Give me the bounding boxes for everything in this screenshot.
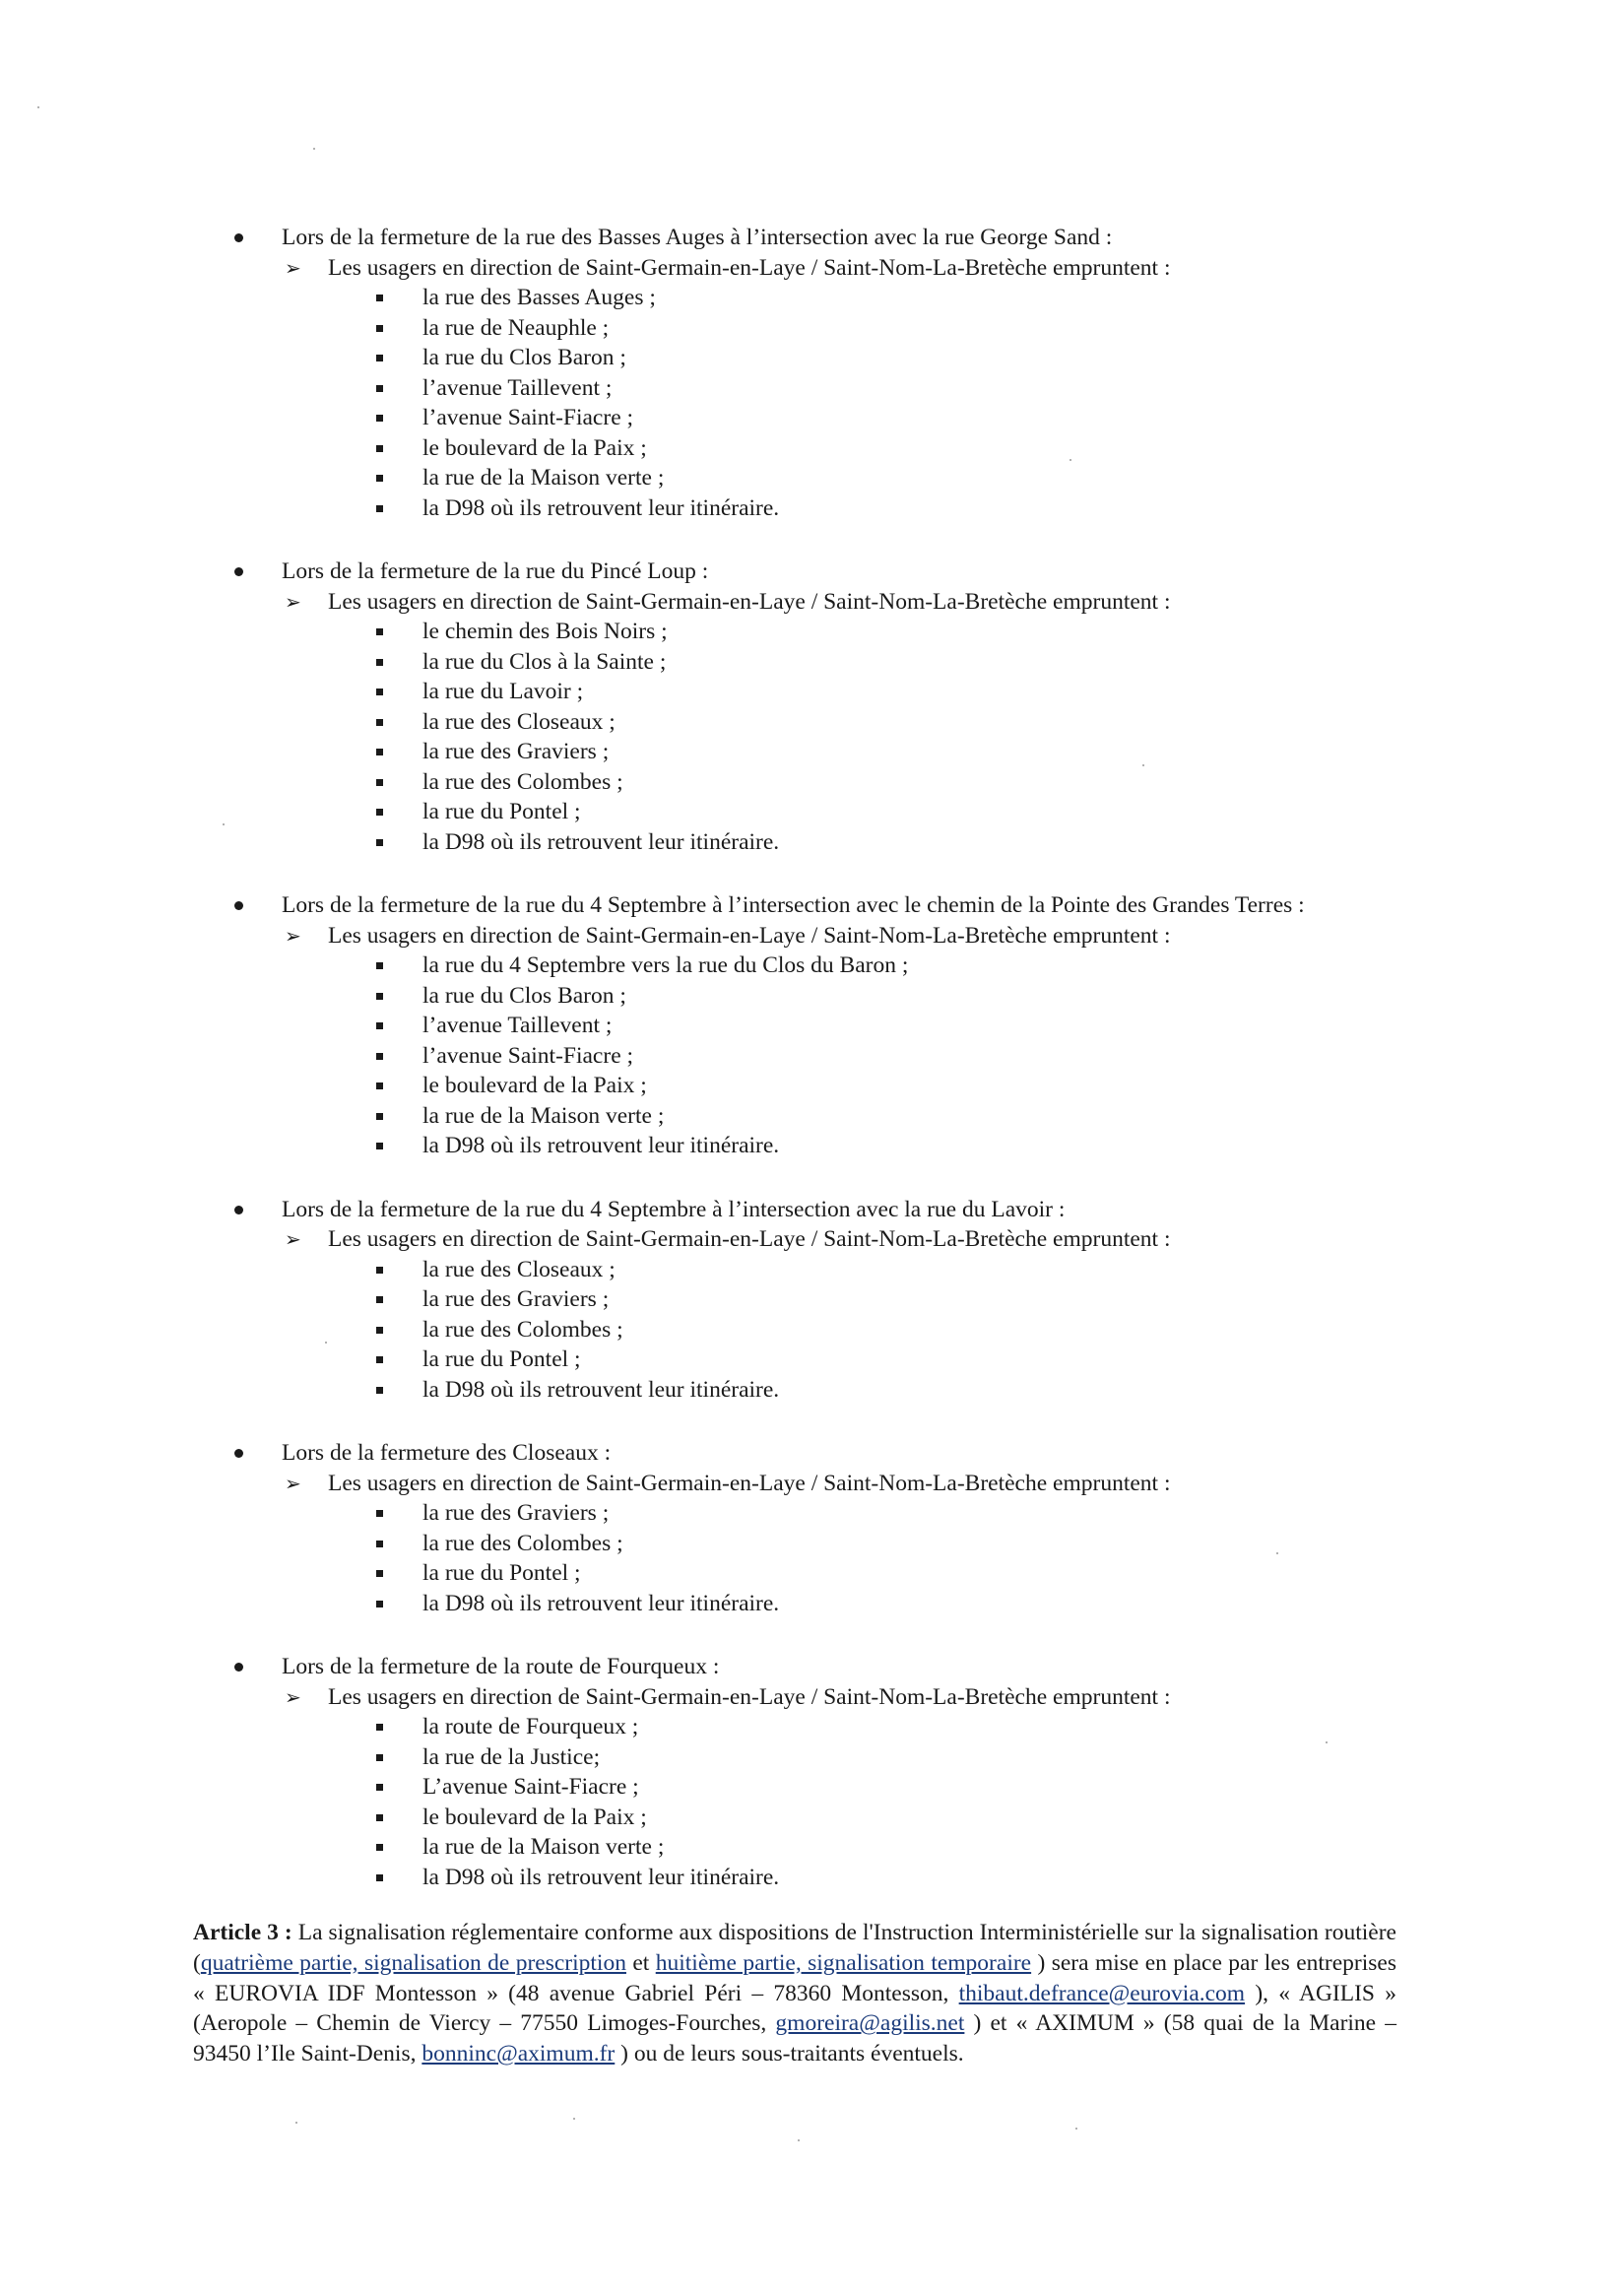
bullet-dot-icon <box>234 567 243 576</box>
arrow-bullet-icon: ➢ <box>285 255 301 280</box>
square-bullet-icon <box>376 779 383 786</box>
scan-speck <box>295 2122 297 2124</box>
square-bullet-icon <box>376 659 383 666</box>
route-list-item-text: la rue du Lavoir ; <box>422 679 584 704</box>
section-heading-text: Lors de la fermeture de la rue des Basses Auges à l’intersection avec la rue George Sand : <box>282 225 1113 250</box>
square-bullet-icon <box>376 355 383 361</box>
route-list-item-text: la D98 où ils retrouvent leur itinéraire. <box>422 1864 780 1890</box>
route-list-item <box>230 463 1402 493</box>
route-list <box>230 1498 1402 1618</box>
route-list-item-text: la rue des Closeaux ; <box>422 1256 616 1282</box>
detour-section <box>230 890 1402 1161</box>
square-bullet-icon <box>376 839 383 846</box>
square-bullet-icon <box>376 1814 383 1821</box>
direction-line <box>230 587 1402 618</box>
route-list-item-text: la rue du 4 Septembre vers la rue du Clos du Baron ; <box>422 952 909 978</box>
scan-speck <box>1142 764 1144 766</box>
section-heading-text: Lors de la fermeture de la rue du 4 Septembre à l’intersection avec la rue du Lavoir : <box>282 1196 1066 1222</box>
route-list-item-text: la rue des Graviers ; <box>422 1500 610 1526</box>
scan-speck <box>1070 459 1071 461</box>
article-3 <box>193 1918 1396 2069</box>
route-list-item <box>230 1375 1402 1406</box>
route-list-item-text: la rue du Clos Baron ; <box>422 982 626 1009</box>
email-link-eurovia[interactable]: thibaut.defrance@eurovia.com <box>958 1980 1246 2006</box>
arrow-bullet-icon: ➢ <box>285 1684 301 1709</box>
direction-text: Les usagers en direction de Saint-Germain-en-Laye / Saint-Nom-La-Bretèche empruntent : <box>328 254 1171 281</box>
scan-speck <box>313 148 315 150</box>
square-bullet-icon <box>376 1724 383 1731</box>
route-list-item <box>230 1742 1402 1773</box>
route-list-item <box>230 1345 1402 1375</box>
section-heading-text: Lors de la fermeture de la rue du Pincé Loup : <box>282 558 709 584</box>
direction-line <box>230 1682 1402 1713</box>
section-heading-text: Lors de la fermeture de la route de Fourqueux : <box>282 1654 720 1679</box>
route-list-item <box>230 1712 1402 1742</box>
square-bullet-icon <box>376 1844 383 1851</box>
bullet-dot-icon <box>234 1206 243 1214</box>
scan-speck <box>1326 1741 1328 1743</box>
route-list-item <box>230 1041 1402 1072</box>
route-list-item <box>230 1315 1402 1345</box>
route-list-item-text: la rue de Neauphle ; <box>422 314 610 341</box>
square-bullet-icon <box>376 325 383 332</box>
route-list-item <box>230 1863 1402 1893</box>
square-bullet-icon <box>376 628 383 635</box>
scan-speck <box>1075 2128 1077 2130</box>
square-bullet-icon <box>376 1784 383 1791</box>
article-3-text-6: ) ou de leurs sous-traitants éventuels. <box>615 2041 964 2067</box>
email-link-aximum[interactable]: bonninc@aximum.fr <box>421 2041 616 2067</box>
route-list-item <box>230 1803 1402 1833</box>
route-list <box>230 951 1402 1161</box>
direction-line <box>230 921 1402 951</box>
route-list-item <box>230 951 1402 981</box>
route-list-item-text: le chemin des Bois Noirs ; <box>422 619 668 644</box>
direction-text: Les usagers en direction de Saint-Germain-en-Laye / Saint-Nom-La-Bretèche empruntent : <box>328 922 1171 949</box>
route-list-item-text: la route de Fourqueux ; <box>422 1714 639 1739</box>
route-list-item <box>230 1284 1402 1315</box>
route-list-item-text: la rue des Colombes ; <box>422 1530 623 1556</box>
square-bullet-icon <box>376 475 383 482</box>
square-bullet-icon <box>376 295 383 301</box>
route-list-item <box>230 981 1402 1012</box>
direction-line <box>230 253 1402 284</box>
square-bullet-icon <box>376 1510 383 1517</box>
route-list-item <box>230 647 1402 678</box>
route-list-item-text: le boulevard de la Paix ; <box>422 434 647 461</box>
square-bullet-icon <box>376 962 383 969</box>
section-heading <box>230 557 1402 587</box>
route-list-item <box>230 1498 1402 1529</box>
route-list-item-text: L’avenue Saint-Fiacre ; <box>422 1774 639 1800</box>
route-list-item <box>230 343 1402 373</box>
article-3-title: Article 3 : <box>193 1920 292 1945</box>
route-list-item <box>230 1529 1402 1559</box>
direction-line <box>230 1469 1402 1499</box>
article-3-text-1: La signalisation réglementaire conforme aux dispositions de l'Instruction Interministérielle sur la signalisation routière ( <box>193 1920 1396 1976</box>
route-list-item <box>230 617 1402 647</box>
bullet-dot-icon <box>234 1663 243 1672</box>
route-list <box>230 1255 1402 1406</box>
route-list-item-text: la D98 où ils retrouvent leur itinéraire. <box>422 1376 780 1403</box>
square-bullet-icon <box>376 1022 383 1029</box>
article-3-text-2: et <box>625 1949 656 1976</box>
square-bullet-icon <box>376 1601 383 1607</box>
square-bullet-icon <box>376 1387 383 1394</box>
bullet-dot-icon <box>234 1449 243 1458</box>
route-list-item-text: la rue des Graviers ; <box>422 739 610 764</box>
square-bullet-icon <box>376 415 383 422</box>
email-link-agilis[interactable]: gmoreira@agilis.net <box>775 2010 965 2037</box>
link-quatrieme-partie[interactable]: quatrième partie, signalisation de prescription <box>200 1949 626 1976</box>
square-bullet-icon <box>376 1143 383 1149</box>
detour-section <box>230 1195 1402 1406</box>
square-bullet-icon <box>376 1327 383 1334</box>
route-list-item-text: la D98 où ils retrouvent leur itinéraire. <box>422 1133 780 1158</box>
square-bullet-icon <box>376 689 383 695</box>
route-list-item-text: la rue de la Maison verte ; <box>422 1834 665 1860</box>
route-list-item-text: la rue du Clos Baron ; <box>422 345 626 370</box>
square-bullet-icon <box>376 1296 383 1303</box>
section-heading <box>230 890 1402 921</box>
detour-sections <box>230 223 1402 1926</box>
route-list-item-text: la rue des Colombes ; <box>422 1316 623 1343</box>
route-list-item-text: le boulevard de la Paix ; <box>422 1804 647 1830</box>
section-heading <box>230 1652 1402 1682</box>
scan-speck <box>325 1342 327 1344</box>
route-list <box>230 283 1402 523</box>
route-list-item <box>230 1011 1402 1041</box>
scan-speck <box>798 2139 800 2141</box>
route-list-item <box>230 737 1402 767</box>
arrow-bullet-icon: ➢ <box>285 589 301 614</box>
article-3-text-5: ) et « AXIMUM » (58 quai de la Marine – 93450 l’Ile Saint-Denis, <box>193 2010 1396 2067</box>
route-list <box>230 617 1402 857</box>
direction-text: Les usagers en direction de Saint-Germain-en-Laye / Saint-Nom-La-Bretèche empruntent : <box>328 588 1171 615</box>
detour-section <box>230 223 1402 523</box>
arrow-bullet-icon: ➢ <box>285 1227 301 1251</box>
route-list-item-text: la rue du Pontel ; <box>422 1346 581 1372</box>
route-list-item-text: la rue des Colombes ; <box>422 768 623 795</box>
square-bullet-icon <box>376 1053 383 1060</box>
square-bullet-icon <box>376 445 383 452</box>
square-bullet-icon <box>376 809 383 816</box>
route-list-item-text: l’avenue Saint-Fiacre ; <box>422 405 634 430</box>
scan-speck <box>223 823 225 825</box>
route-list-item-text: la D98 où ils retrouvent leur itinéraire. <box>422 828 780 855</box>
route-list-item <box>230 827 1402 858</box>
route-list-item-text: la rue de la Maison verte ; <box>422 465 665 491</box>
section-heading <box>230 223 1402 253</box>
route-list-item <box>230 373 1402 404</box>
route-list-item <box>230 403 1402 433</box>
route-list-item-text: la rue du Pontel ; <box>422 1560 581 1586</box>
route-list-item <box>230 1558 1402 1589</box>
direction-text: Les usagers en direction de Saint-Germain-en-Laye / Saint-Nom-La-Bretèche empruntent : <box>328 1226 1171 1252</box>
square-bullet-icon <box>376 1082 383 1089</box>
square-bullet-icon <box>376 719 383 726</box>
square-bullet-icon <box>376 1570 383 1577</box>
direction-text: Les usagers en direction de Saint-Germain-en-Laye / Saint-Nom-La-Bretèche empruntent : <box>328 1683 1171 1710</box>
square-bullet-icon <box>376 1874 383 1881</box>
bullet-dot-icon <box>234 901 243 910</box>
route-list-item-text: l’avenue Saint-Fiacre ; <box>422 1042 634 1069</box>
square-bullet-icon <box>376 993 383 1000</box>
section-heading-text: Lors de la fermeture des Closeaux : <box>282 1440 612 1466</box>
route-list-item-text: le boulevard de la Paix ; <box>422 1073 647 1098</box>
square-bullet-icon <box>376 1356 383 1363</box>
route-list-item <box>230 1255 1402 1285</box>
square-bullet-icon <box>376 1113 383 1120</box>
route-list-item <box>230 493 1402 524</box>
square-bullet-icon <box>376 1754 383 1761</box>
square-bullet-icon <box>376 749 383 755</box>
route-list-item-text: la rue du Clos à la Sainte ; <box>422 648 667 675</box>
square-bullet-icon <box>376 1541 383 1547</box>
arrow-bullet-icon: ➢ <box>285 1471 301 1495</box>
route-list-item-text: la rue de la Maison verte ; <box>422 1102 665 1129</box>
detour-section <box>230 1652 1402 1892</box>
arrow-bullet-icon: ➢ <box>285 923 301 948</box>
route-list-item <box>230 1589 1402 1619</box>
square-bullet-icon <box>376 1267 383 1274</box>
route-list-item-text: la rue des Graviers ; <box>422 1286 610 1312</box>
section-heading <box>230 1438 1402 1469</box>
route-list-item-text: la rue de la Justice; <box>422 1743 601 1770</box>
bullet-dot-icon <box>234 233 243 242</box>
route-list <box>230 1712 1402 1892</box>
link-huitieme-partie[interactable]: huitième partie, signalisation temporaire <box>655 1949 1032 1976</box>
section-heading-text: Lors de la fermeture de la rue du 4 Septembre à l’intersection avec le chemin de la Pointe des Grandes Terres : <box>282 892 1305 918</box>
route-list-item <box>230 1101 1402 1132</box>
square-bullet-icon <box>376 385 383 392</box>
route-list-item <box>230 433 1402 464</box>
scan-speck <box>573 2118 575 2120</box>
route-list-item <box>230 797 1402 827</box>
route-list-item <box>230 677 1402 707</box>
route-list-item-text: la D98 où ils retrouvent leur itinéraire. <box>422 1590 780 1616</box>
section-heading <box>230 1195 1402 1225</box>
direction-text: Les usagers en direction de Saint-Germain-en-Laye / Saint-Nom-La-Bretèche empruntent : <box>328 1470 1171 1496</box>
route-list-item-text: la rue du Pontel ; <box>422 799 581 824</box>
route-list-item <box>230 313 1402 344</box>
route-list-item-text: la D98 où ils retrouvent leur itinéraire. <box>422 494 780 521</box>
article-3-text-3: ) sera mise en place par les entreprises « EUROVIA IDF Montesson » (48 avenue Gabriel Péri – 78360 Montesson, <box>193 1949 1396 2006</box>
detour-section <box>230 1438 1402 1618</box>
scan-speck <box>1276 1552 1278 1554</box>
route-list-item <box>230 767 1402 798</box>
article-3-text-4: ), « AGILIS » (Aeropole – Chemin de Viercy – 77550 Limoges-Fourches, <box>193 1980 1396 2037</box>
detour-section <box>230 557 1402 857</box>
route-list-item-text: la rue des Closeaux ; <box>422 708 616 735</box>
route-list-item-text: l’avenue Taillevent ; <box>422 374 613 401</box>
route-list-item <box>230 1772 1402 1803</box>
route-list-item <box>230 1071 1402 1101</box>
square-bullet-icon <box>376 505 383 512</box>
route-list-item-text: la rue des Basses Auges ; <box>422 285 656 310</box>
route-list-item <box>230 1832 1402 1863</box>
route-list-item <box>230 1131 1402 1161</box>
scan-speck <box>37 106 39 108</box>
direction-line <box>230 1224 1402 1255</box>
route-list-item <box>230 707 1402 738</box>
route-list-item-text: l’avenue Taillevent ; <box>422 1013 613 1038</box>
route-list-item <box>230 283 1402 313</box>
